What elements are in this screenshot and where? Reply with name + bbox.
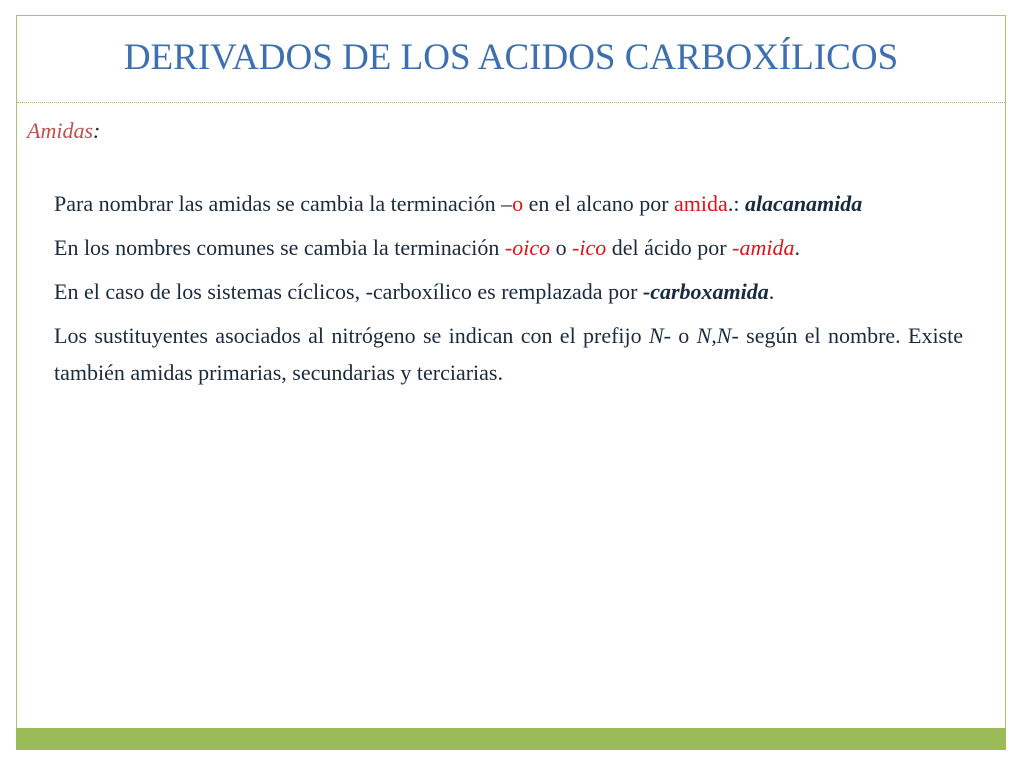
text-run: . <box>794 235 800 260</box>
example-alcanamida: alacanamida <box>744 191 863 216</box>
section-heading-colon: : <box>93 118 101 143</box>
highlight-amida: amida <box>674 191 728 216</box>
text-run: o <box>550 235 573 260</box>
section-heading <box>27 118 100 144</box>
section-heading-label: Amidas <box>27 118 93 143</box>
highlight-amida-suffix: -amida <box>732 235 795 260</box>
highlight-ico: -ico <box>572 235 607 260</box>
slide-title: DERIVADOS DE LOS ACIDOS CARBOXÍLICOS <box>123 37 899 78</box>
text-run: En los nombres comunes se cambia la terminación <box>54 235 505 260</box>
paragraph-substituents <box>54 317 963 391</box>
slide-body <box>54 185 963 398</box>
paragraph-amide-naming <box>54 185 963 222</box>
text-run: - o <box>663 323 697 348</box>
term-carboxamida: -carboxamida <box>642 279 769 304</box>
prefix-n: N <box>648 323 664 348</box>
text-run: Los sustituyentes asociados al nitrógeno se indican con el prefijo <box>54 323 649 348</box>
highlight-ending-o: o <box>512 191 524 216</box>
paragraph-common-names <box>54 229 963 266</box>
footer-bar <box>16 728 1006 750</box>
text-run: . <box>768 279 775 304</box>
text-run: - según el nombre. Existe también amidas primarias, secundarias y terciarias. <box>54 323 963 385</box>
prefix-nn: N,N <box>696 323 732 348</box>
highlight-oico: -oico <box>504 235 551 260</box>
text-run: en el alcano por <box>523 191 675 216</box>
text-run: del ácido por <box>606 235 733 260</box>
paragraph-cyclic-systems <box>54 273 963 310</box>
text-run: .: <box>727 191 745 216</box>
text-run: Para nombrar las amidas se cambia la terminación – <box>54 191 513 216</box>
text-run: En el caso de los sistemas cíclicos, -carboxílico es remplazada por <box>54 279 643 304</box>
title-divider <box>17 102 1005 103</box>
